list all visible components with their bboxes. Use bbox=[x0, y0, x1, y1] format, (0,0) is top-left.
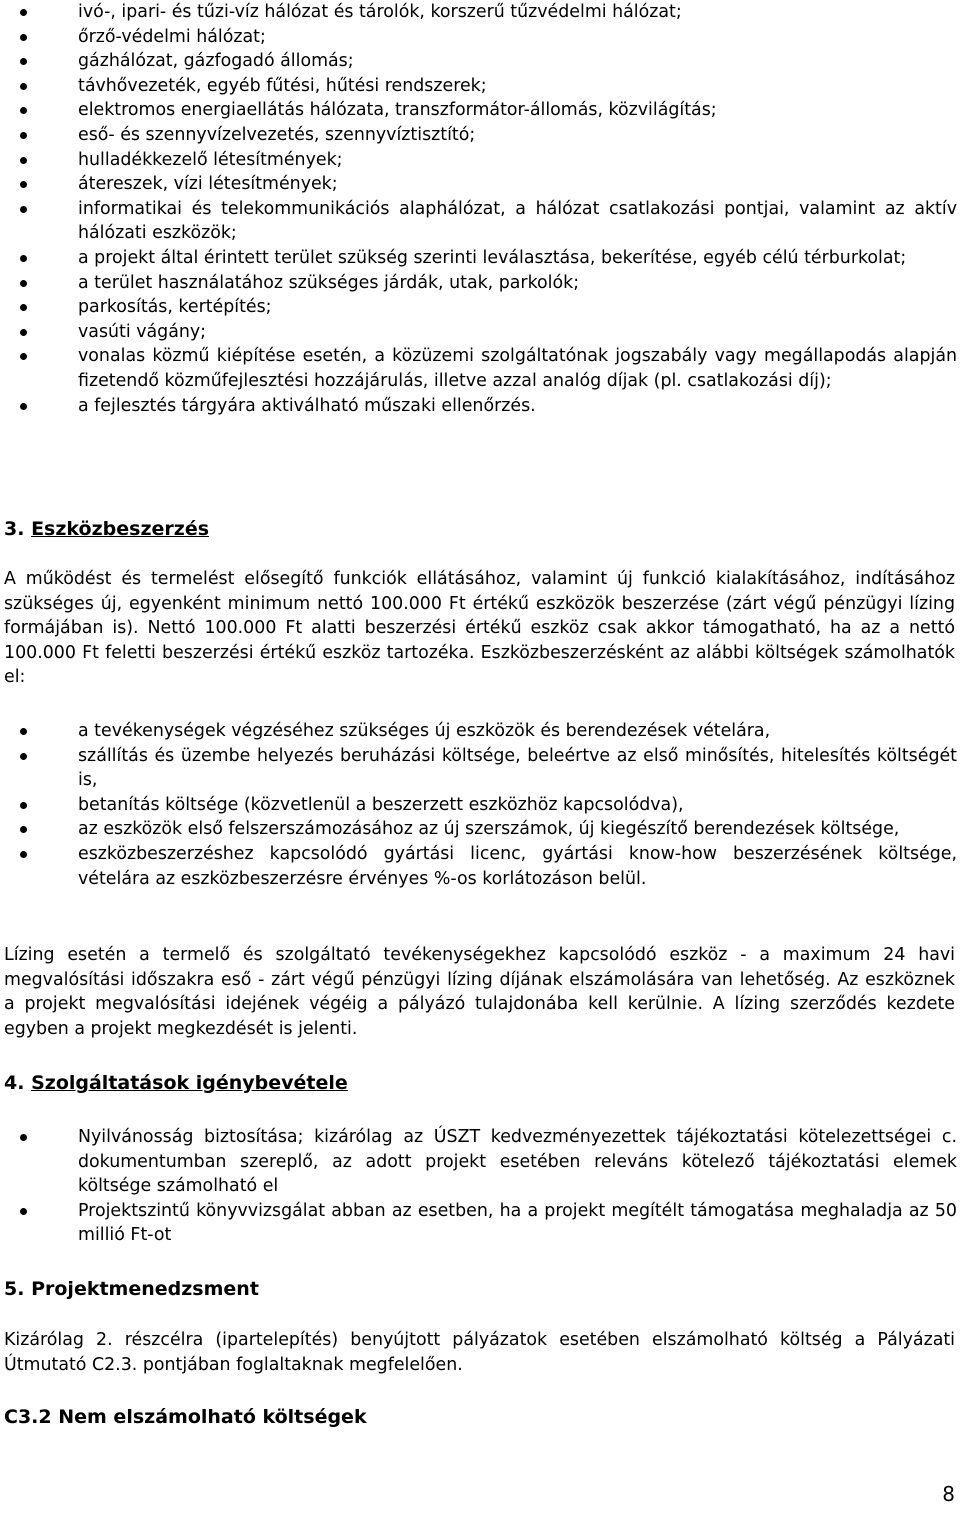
bullet-icon bbox=[20, 280, 27, 287]
section-heading bbox=[4, 1405, 367, 1429]
bullet-icon bbox=[20, 58, 27, 65]
list-item: informatikai és telekommunikációs alaphálózat, a hálózat csatlakozási pontjai, valamint az aktív hálózati eszközök; bbox=[0, 197, 960, 246]
bullet-icon bbox=[20, 206, 27, 213]
bullet-icon bbox=[20, 753, 27, 760]
list-item: a projekt által érintett terület szükség szerinti leválasztása, bekerítése, egyéb célú térburkolat; bbox=[0, 246, 960, 271]
list-item: vonalas közmű kiépítése esetén, a közüzemi szolgáltatónak jogszabály vagy megállapodás alapján fizetendő közműfejlesztési hozzájárulás, illetve azzal analóg díjak (pl. csatlakozási díj); bbox=[0, 344, 960, 393]
infrastructure-list bbox=[0, 0, 960, 418]
list-item: a fejlesztés tárgyára aktiválható műszaki ellenőrzés. bbox=[0, 394, 960, 419]
bullet-icon bbox=[20, 304, 27, 311]
list-item: elektromos energiaellátás hálózata, transzformátor-állomás, közvilágítás; bbox=[0, 98, 960, 123]
bullet-icon bbox=[20, 851, 27, 858]
list-item: Nyilvánosság biztosítása; kizárólag az ÚSZT kedvezményezettek tájékoztatási kötelezettségei c. dokumentumban szereplő, az adott projekt esetében releváns kötelező tájékoztatási elemek költsége számolható el bbox=[0, 1125, 960, 1199]
asset-cost-list bbox=[0, 719, 960, 891]
list-item: Projektszintű könyvvizsgálat abban az esetben, ha a projekt megítélt támogatása meghaladja az 50 millió Ft-ot bbox=[0, 1199, 960, 1248]
section-number: 5. bbox=[4, 1278, 25, 1300]
section-number: 4. bbox=[4, 1072, 25, 1094]
list-item: hulladékkezelő létesítmények; bbox=[0, 148, 960, 173]
list-item: a tevékenységek végzéséhez szükséges új eszközök és berendezések vételára, bbox=[0, 719, 960, 744]
bullet-icon bbox=[20, 181, 27, 188]
list-item: az eszközök első felszerszámozásához az új szerszámok, új kiegészítő berendezések költsége, bbox=[0, 817, 960, 842]
paragraph: Kizárólag 2. részcélra (ipartelepítés) benyújtott pályázatok esetében elszámolható költség a Pályázati Útmutató C2.3. pontjában foglaltaknak megfelelően. bbox=[4, 1330, 955, 1375]
list-item: távhővezeték, egyéb fűtési, hűtési rendszerek; bbox=[0, 74, 960, 99]
list-item: átereszek, vízi létesítmények; bbox=[0, 172, 960, 197]
list-item: parkosítás, kertépítés; bbox=[0, 295, 960, 320]
list-item: eső- és szennyvízelvezetés, szennyvíztisztító; bbox=[0, 123, 960, 148]
section-number: 3. bbox=[4, 518, 25, 540]
bullet-icon bbox=[20, 255, 27, 262]
bullet-icon bbox=[20, 403, 27, 410]
paragraph: A működést és termelést elősegítő funkciók ellátásához, valamint új funkció kialakításához, indításához szükséges új, egyenként minimum nettó 100.000 Ft értékű eszközök beszerzése (zárt végű pénzügyi lízing formájában is). Nettó 100.000 Ft alatti beszerzési értékű eszköz csak akkor támogatható, ha az a nettó 100.000 Ft feletti beszerzési értékű eszköz tartozéka. Eszközbeszerzésként az alábbi költségek számolhatók el: bbox=[4, 569, 955, 688]
section-heading bbox=[4, 1071, 348, 1095]
section-title: Projektmenedzsment bbox=[31, 1278, 259, 1300]
bullet-icon bbox=[20, 1208, 27, 1215]
list-item: betanítás költsége (közvetlenül a beszerzett eszközhöz kapcsolódva), bbox=[0, 793, 960, 818]
section-heading bbox=[4, 1277, 259, 1301]
section-number: C3.2 bbox=[4, 1406, 52, 1428]
paragraph: Lízing esetén a termelő és szolgáltató tevékenységekhez kapcsolódó eszköz - a maximum 24 havi megvalósítási időszakra eső - zárt végű pénzügyi lízing díjának elszámolására van lehetőség. Az eszköznek a projekt megvalósítási idejének végéig a pályázó tulajdonába kell kerülnie. A lízing szerződés kezdete egyben a projekt megkezdését is jelenti. bbox=[4, 945, 955, 1039]
bullet-icon bbox=[20, 1134, 27, 1141]
list-item: vasúti vágány; bbox=[0, 320, 960, 345]
bullet-icon bbox=[20, 826, 27, 833]
bullet-icon bbox=[20, 728, 27, 735]
list-item: őrző-védelmi hálózat; bbox=[0, 25, 960, 50]
section-title: Szolgáltatások igénybevétele bbox=[31, 1072, 348, 1094]
services-list bbox=[0, 1125, 960, 1248]
section-title: Nem elszámolható költségek bbox=[58, 1406, 367, 1428]
bullet-icon bbox=[20, 83, 27, 90]
bullet-icon bbox=[20, 9, 27, 16]
list-item: ivó-, ipari- és tűzi-víz hálózat és tárolók, korszerű tűzvédelmi hálózat; bbox=[0, 0, 960, 25]
page-number: 8 bbox=[942, 1482, 955, 1506]
bullet-icon bbox=[20, 353, 27, 360]
bullet-icon bbox=[20, 157, 27, 164]
bullet-icon bbox=[20, 329, 27, 336]
section-heading bbox=[4, 517, 209, 541]
list-item: a terület használatához szükséges járdák, utak, parkolók; bbox=[0, 271, 960, 296]
list-item: szállítás és üzembe helyezés beruházási költsége, beleértve az első minősítés, hitelesítés költségét is, bbox=[0, 744, 960, 793]
bullet-icon bbox=[20, 107, 27, 114]
section-title: Eszközbeszerzés bbox=[31, 518, 210, 540]
bullet-icon bbox=[20, 132, 27, 139]
list-item: eszközbeszerzéshez kapcsolódó gyártási licenc, gyártási know-how beszerzésének költsége, vételára az eszközbeszerzésre érvényes %-os korlátozáson belül. bbox=[0, 842, 960, 891]
list-item: gázhálózat, gázfogadó állomás; bbox=[0, 49, 960, 74]
bullet-icon bbox=[20, 802, 27, 809]
bullet-icon bbox=[20, 34, 27, 41]
